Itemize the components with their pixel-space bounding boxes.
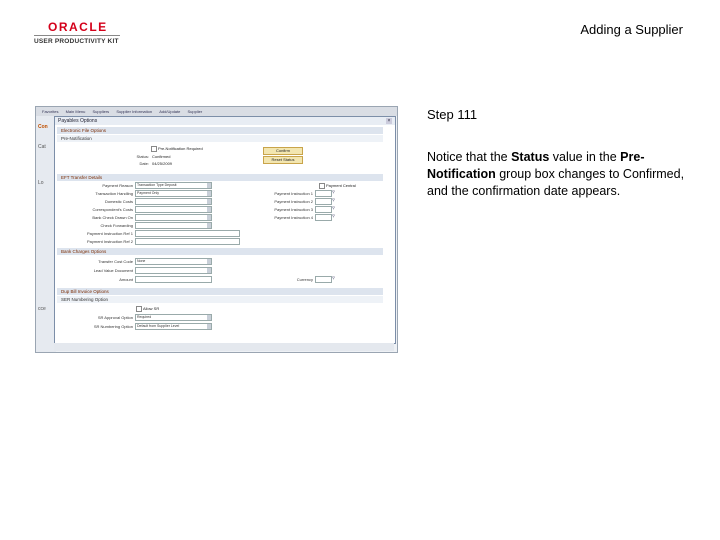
payment-reason-select[interactable]: Transaction Type Deposit [135,182,212,189]
bank-label: Transfer Cost Code [98,259,133,264]
ser-label: SR Approval Option [97,315,133,320]
bank-check-select[interactable] [135,214,212,221]
check-forwarding-select[interactable] [135,222,212,229]
horizontal-scrollbar[interactable] [54,343,394,351]
lookup-icon[interactable]: ⚲ [332,205,335,210]
lookup-icon[interactable]: ⚲ [332,213,335,218]
step-number: Step 111 [427,107,478,122]
breadcrumb-item[interactable]: Main Menu [65,109,86,114]
breadcrumb-item[interactable]: Suppliers [92,109,110,114]
instr-label: Payment Instruction 2 [274,199,313,204]
confirm-button[interactable]: Confirm [263,147,303,155]
eft-label: Domestic Costs [104,199,133,204]
prenote-required-label: Pre-Notification Required [158,146,203,151]
payment-ref-1-input[interactable] [135,230,240,237]
allow-sr-label: Allow SR [143,306,160,311]
currency-label: Currency [296,277,313,282]
breadcrumb-item[interactable]: Favorites [42,109,59,114]
instr-1-input[interactable] [315,190,332,197]
bg-label: Lo [38,180,44,186]
breadcrumb-item[interactable]: Supplier Information [116,109,153,114]
lookup-icon[interactable]: ⚲ [332,197,335,202]
amount-input[interactable] [135,276,212,283]
breadcrumb-item[interactable]: Supplier [187,109,203,114]
desc-text-3: group box changes to Confirmed, and the confirmation date appears. [427,167,685,198]
close-icon[interactable]: × [387,118,391,124]
payables-options-dialog [54,116,396,344]
eft-label: Transaction Handling [95,191,133,196]
desc-text-2: value in the [549,150,621,164]
status-label: Status: [136,154,149,159]
bg-label: cce [38,306,46,312]
eft-label: Correspondent's Costs [92,207,133,212]
step-description [427,149,687,200]
currency-input[interactable] [315,276,332,283]
instr-3-input[interactable] [315,206,332,213]
instr-label: Payment Instruction 3 [274,207,313,212]
section-prenote: Pre-Notification [57,135,383,142]
instr-label: Payment Instruction 1 [274,191,313,196]
section-dup-invoice[interactable]: Dup Bill Invoice Options [57,288,383,295]
dialog-titlebar [55,117,395,125]
background-page-strip [36,116,56,352]
section-eft-details[interactable]: EFT Transfer Details [57,174,383,181]
oracle-logo: ORACLE [48,20,108,34]
domestic-costs-select[interactable] [135,198,212,205]
desc-text-1: Notice that the [427,150,512,164]
payment-central-checkbox[interactable] [319,183,325,189]
eft-label: Bank Check Drawn On [92,215,133,220]
logo-divider [34,35,120,36]
bank-label: Lead Value Document [93,268,133,273]
eft-label: Payment Instruction Ref 2 [86,239,133,244]
payment-central-label: Payment Central [326,183,356,188]
desc-bold-status: Status [511,150,550,164]
reset-status-button[interactable]: Reset Status [263,156,303,164]
sr-numbering-select[interactable]: Default from Supplier Level [135,323,212,330]
dialog-title: Payables Options [58,118,98,124]
breadcrumb-bar [36,107,397,116]
section-bank-charges[interactable]: Bank Charges Options [57,248,383,255]
prenote-required-checkbox[interactable] [151,146,157,152]
payment-ref-2-input[interactable] [135,238,240,245]
bank-label: Amount [119,277,133,282]
logo-subtitle: USER PRODUCTIVITY KIT [34,38,119,45]
transfer-cost-select[interactable]: None [135,258,212,265]
instr-label: Payment Instruction 4 [274,215,313,220]
transaction-handling-select[interactable]: Payment Only [135,190,212,197]
bg-label: Cat [38,144,46,150]
breadcrumb-item[interactable]: Add/Update [159,109,181,114]
date-value: 04/25/2009 [152,161,173,166]
section-ser-numbering[interactable]: SER Numbering Option [57,296,383,303]
desc-bold-prenote: Pre-Notification [427,150,645,181]
instr-4-input[interactable] [315,214,332,221]
eft-label: Payment Instruction Ref 1 [86,231,133,236]
allow-sr-checkbox[interactable] [136,306,142,312]
date-label: Date: [139,161,149,166]
section-electronic-file[interactable]: Electronic File Options [57,127,383,134]
status-value: Confirmed [152,154,171,159]
instr-2-input[interactable] [315,198,332,205]
page-title: Adding a Supplier [580,22,683,37]
lookup-icon[interactable]: ⚲ [332,275,335,280]
bg-label: Con [38,124,48,130]
lookup-icon[interactable]: ⚲ [332,189,335,194]
ser-label: SR Numbering Option [93,324,133,329]
eft-label: Check Forwarding [100,223,133,228]
app-screenshot [35,106,398,353]
eft-label: Payment Reason [102,183,133,188]
correspondent-costs-select[interactable] [135,206,212,213]
sr-approval-select[interactable]: Required [135,314,212,321]
lead-value-select[interactable] [135,267,212,274]
